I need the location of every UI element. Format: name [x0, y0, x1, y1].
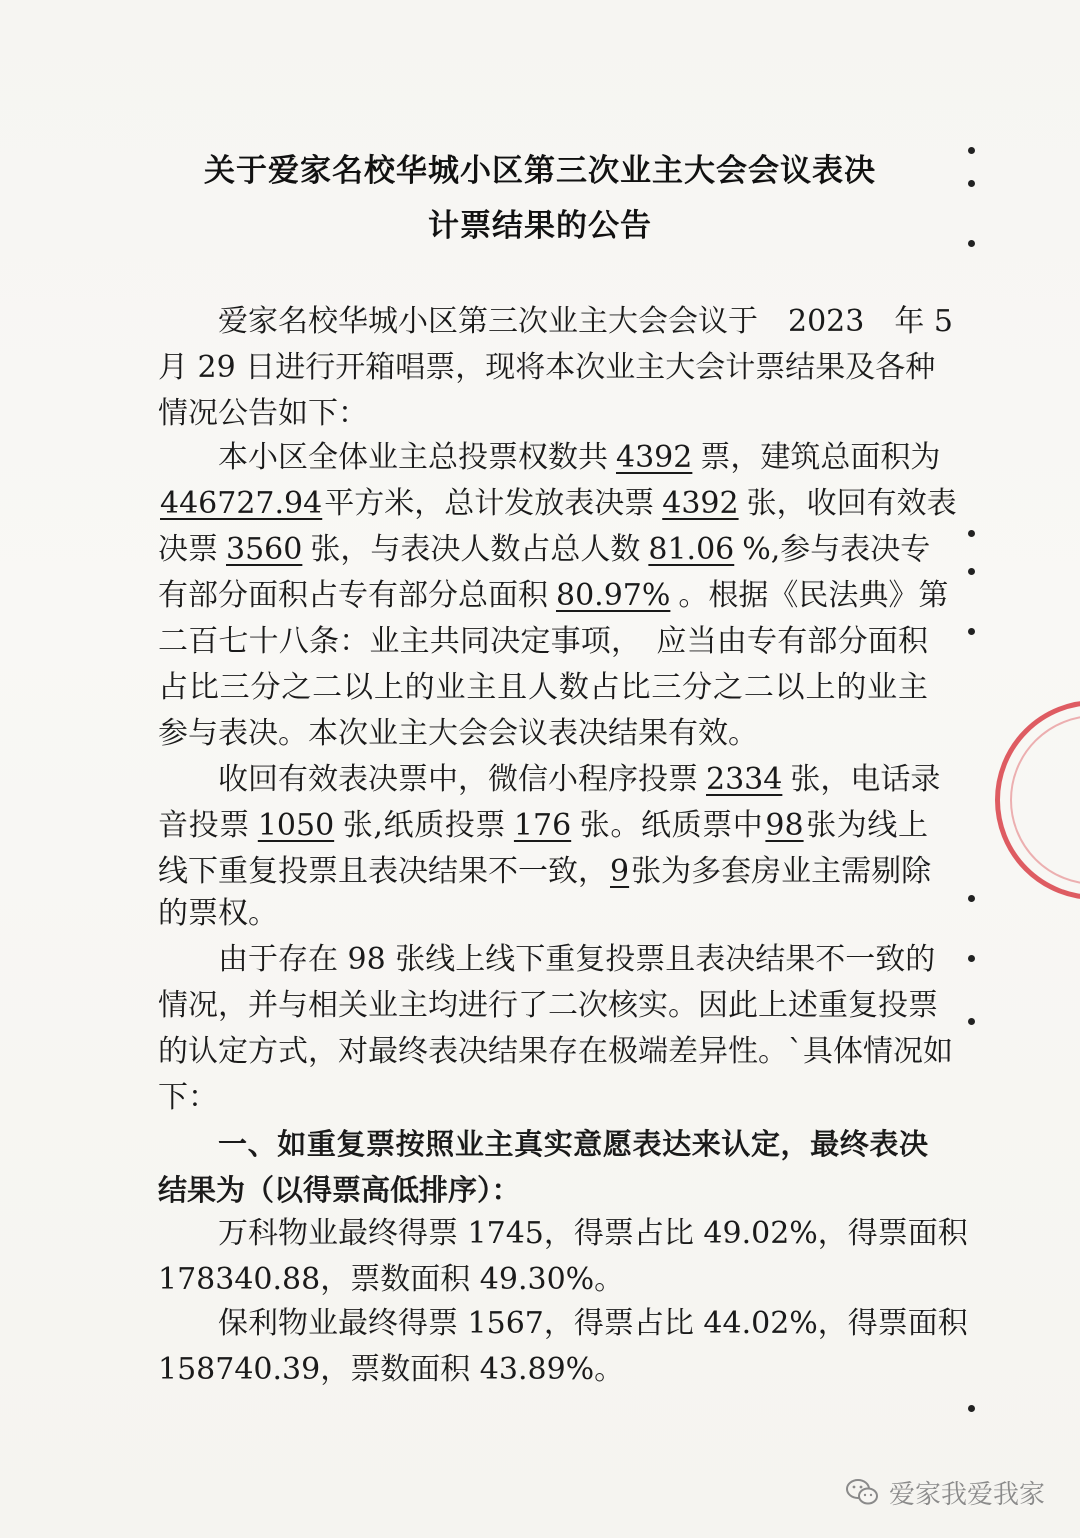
para2-line-2: 446727.94平方米，总计发放表决票 4392 张，收回有效表 [160, 486, 957, 521]
para3-line-3: 线下重复投票且表决结果不一致，9张为多套房业主需剔除 [158, 854, 932, 889]
area-pct-value: 80.97% [556, 578, 671, 613]
para2-line-1: 本小区全体业主总投票权数共 4392 票，建筑总面积为 [218, 440, 941, 475]
result-vanke-line-1: 万科物业最终得票 1745，得票占比 49.02%，得票面积 [218, 1216, 968, 1251]
binding-dot [968, 1018, 975, 1025]
issued-value: 4392 [662, 486, 739, 521]
para2-line-5: 二百七十八条：业主共同决定事项， 应当由专有部分面积 [158, 624, 928, 659]
para4-line-3: 的认定方式，对最终表决结果存在极端差异性。`具体情况如 [158, 1034, 953, 1069]
title-line-2: 计票结果的公告 [428, 208, 652, 244]
result-poly-line-1: 保利物业最终得票 1567，得票占比 44.02%，得票面积 [218, 1306, 968, 1341]
para1-line-1: 爱家名校华城小区第三次业主大会会议于 2023 年 5 [218, 304, 953, 339]
section-heading-line-2: 结果为（以得票高低排序）： [158, 1173, 521, 1207]
result-vanke-line-2: 178340.88，票数面积 49.30%。 [158, 1262, 625, 1297]
para3-line-2: 音投票 1050 张,纸质投票 176 张。纸质票中98张为线上 [158, 808, 929, 843]
valid-votes-value: 3560 [226, 532, 303, 567]
binding-dot [968, 530, 975, 537]
para3-line-1: 收回有效表决票中，微信小程序投票 2334 张，电话录 [218, 762, 941, 797]
para2-line-3: 决票 3560 张，与表决人数占总人数 81.06 %,参与表决专 [158, 532, 931, 567]
wechat-watermark [845, 1472, 1045, 1512]
result-poly-line-2: 158740.39，票数面积 43.89%。 [158, 1352, 625, 1387]
wechat-votes-value: 2334 [706, 762, 783, 797]
title-line-1: 关于爱家名校华城小区第三次业主大会会议表决 [204, 153, 876, 189]
para4-line-1: 由于存在 98 张线上线下重复投票且表决结果不一致的 [218, 942, 936, 977]
binding-dot [968, 180, 975, 187]
binding-dot [968, 240, 975, 247]
binding-dot [968, 568, 975, 575]
total-votes-value: 4392 [616, 440, 693, 475]
paper-votes-value: 176 [513, 808, 572, 843]
phone-votes-value: 1050 [257, 808, 335, 843]
para2-line-7: 参与表决。本次业主大会会议表决结果有效。 [158, 716, 758, 751]
binding-dot [968, 628, 975, 635]
para2-line-6: 占比三分之二以上的业主且人数占比三分之二以上的业主 [158, 670, 928, 705]
para4-line-2: 情况，并与相关业主均进行了二次核实。因此上述重复投票 [158, 988, 938, 1023]
binding-dot [968, 147, 975, 154]
para2-line-4: 有部分面积占专有部分总面积 80.97% 。根据《民法典》第 [158, 578, 949, 613]
binding-dot [968, 895, 975, 902]
para1-line-2: 月 29 日进行开箱唱票，现将本次业主大会计票结果及各种 [158, 350, 936, 385]
duplicate-votes-value: 98 [765, 808, 804, 843]
para4-line-4: 下： [158, 1080, 218, 1115]
total-area-value: 446727.94 [160, 486, 323, 521]
para3-line-4: 的票权。 [158, 896, 278, 931]
binding-dot [968, 955, 975, 962]
watermark-text: 爱家我爱我家 [889, 1479, 1046, 1510]
para1-line-3: 情况公告如下： [158, 396, 368, 431]
wechat-icon [845, 1478, 879, 1506]
section-heading-line-1: 一、如重复票按照业主真实意愿表达来认定，最终表决 [218, 1127, 928, 1161]
people-pct-value: 81.06 [648, 532, 735, 567]
binding-dot [968, 1405, 975, 1412]
multi-house-value: 9 [610, 854, 630, 889]
